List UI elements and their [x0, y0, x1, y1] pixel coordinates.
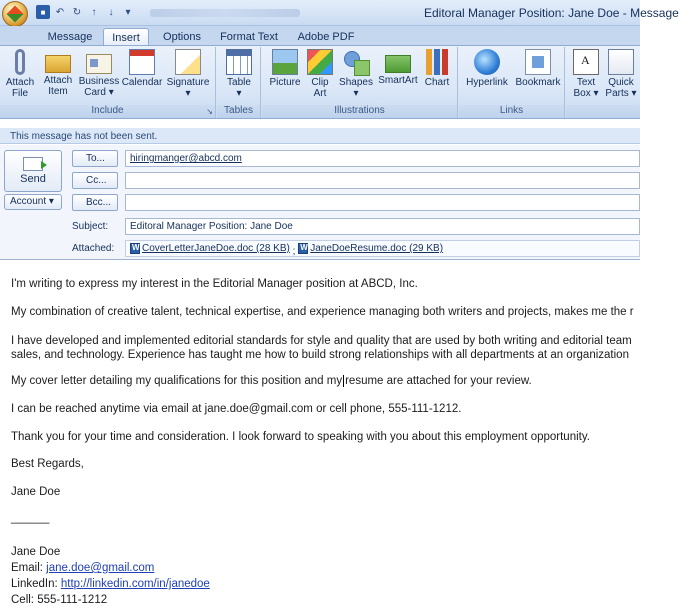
table-dropdown: ▾: [236, 88, 242, 99]
down-arrow-icon[interactable]: ↓: [108, 6, 114, 18]
chart-button[interactable]: [420, 49, 454, 88]
message-body[interactable]: [0, 259, 640, 613]
quick-access-toolbar: [36, 5, 135, 19]
window-title: Editoral Manager Position: Jane Doe - Message: [424, 6, 679, 20]
tab-format-text[interactable]: Format Text: [220, 31, 278, 43]
attach-item-label-2: Item: [48, 86, 68, 97]
group-links: [459, 47, 565, 118]
attached-label: Attached:: [72, 243, 115, 254]
undo-icon[interactable]: ↶: [55, 6, 65, 18]
subject-label: Subject:: [72, 221, 109, 232]
text-caret: [343, 375, 344, 387]
paperclip-icon: [15, 49, 25, 75]
attachment-item[interactable]: [298, 243, 443, 254]
attachment-name: CoverLetterJaneDoe.doc (28 KB): [142, 243, 290, 254]
attach-file-label: Attach: [5, 77, 35, 88]
hyperlink-button[interactable]: [461, 49, 513, 88]
group-label-illustrations: Illustrations: [262, 105, 457, 118]
attach-file-label-2: File: [11, 88, 29, 99]
smartart-button[interactable]: [376, 49, 420, 86]
send-label: Send: [20, 173, 46, 185]
ribbon-tabs: [0, 26, 640, 46]
customize-qat-icon[interactable]: ▾: [125, 6, 131, 18]
picture-button[interactable]: [266, 49, 304, 88]
table-icon: [226, 49, 252, 75]
bookmark-label: Bookmark: [515, 77, 561, 88]
attach-item-button[interactable]: [40, 49, 76, 97]
calendar-button[interactable]: [120, 49, 164, 88]
signature-dropdown: ▾: [185, 88, 191, 99]
business-card-label: Business: [78, 76, 120, 87]
smartart-label: SmartArt: [378, 75, 418, 86]
text-box-label: Text: [576, 77, 596, 88]
email-label: Email:: [11, 562, 47, 574]
signature-button[interactable]: [164, 49, 212, 99]
signature-email: [11, 562, 154, 574]
table-label: Table: [227, 77, 251, 88]
body-paragraph-1: I'm writing to express my interest in the Editorial Manager position at ABCD, Inc.: [11, 278, 418, 290]
linkedin-link[interactable]: http://linkedin.com/in/janedoe: [60, 578, 210, 590]
signature-label: Signature: [166, 77, 210, 88]
attachments-field: [125, 240, 640, 257]
body-paragraph-3b: sales, and technology. Experience has taught me how to build strong relationships with all departments at an organization: [11, 349, 629, 361]
text-box-icon: [573, 49, 599, 75]
blurred-title: [150, 9, 300, 17]
group-label-text: [566, 105, 640, 118]
attach-file-button[interactable]: [4, 49, 36, 99]
tab-message[interactable]: Message: [47, 31, 93, 43]
office-logo-icon: [7, 6, 24, 23]
clip-art-icon: [307, 49, 333, 75]
bcc-button[interactable]: Bcc...: [72, 194, 118, 211]
word-doc-icon: [298, 243, 308, 254]
picture-label: Picture: [269, 77, 301, 88]
quick-parts-button[interactable]: [604, 49, 638, 99]
signature-name: Jane Doe: [11, 546, 61, 558]
quick-parts-label-2: Parts ▾: [605, 88, 637, 99]
up-arrow-icon[interactable]: ↑: [91, 6, 97, 18]
closing: Best Regards,: [11, 458, 84, 470]
body-paragraph-6: Thank you for your time and consideration. I look forward to speaking with you about this employment opportunity.: [11, 431, 590, 443]
smartart-icon: [385, 55, 411, 73]
office-button[interactable]: [2, 1, 28, 27]
send-button[interactable]: [4, 150, 62, 192]
clip-art-label-2: Art: [313, 88, 327, 99]
info-bar: This message has not been sent.: [0, 128, 640, 144]
clip-art-label: Clip: [311, 77, 329, 88]
group-label-links: Links: [459, 105, 564, 118]
envelope-icon: [45, 55, 71, 73]
word-doc-icon: [130, 243, 140, 254]
calendar-label: Calendar: [121, 77, 163, 88]
linkedin-label: LinkedIn:: [11, 578, 61, 590]
business-card-button[interactable]: [78, 49, 120, 98]
save-icon[interactable]: ■: [36, 5, 50, 19]
shapes-label: Shapes: [339, 77, 373, 88]
body-paragraph-4-end: resume are attached for your review.: [345, 375, 532, 388]
cc-field[interactable]: [125, 172, 640, 189]
bookmark-icon: [525, 49, 551, 75]
shapes-button[interactable]: [336, 49, 376, 99]
group-text: [566, 47, 640, 118]
hyperlink-label: Hyperlink: [466, 77, 508, 88]
chart-label: Chart: [424, 77, 450, 88]
message-header: [0, 145, 640, 259]
signature-divider: ______: [11, 512, 50, 524]
subject-field[interactable]: Editoral Manager Position: Jane Doe: [125, 218, 640, 235]
attach-item-label: Attach: [43, 75, 73, 86]
dialog-launcher-icon[interactable]: ↘: [206, 107, 213, 116]
body-paragraph-2: My combination of creative talent, technical expertise, and experience managing both writers and projects, makes me the r: [11, 306, 634, 318]
cc-button[interactable]: Cc...: [72, 172, 118, 189]
title-bar: [0, 0, 679, 26]
body-paragraph-4-start: My cover letter detailing my qualifications for this position and my: [11, 375, 343, 388]
tab-adobe-pdf[interactable]: Adobe PDF: [297, 31, 355, 43]
body-paragraph-5: I can be reached anytime via email at jane.doe@gmail.com or cell phone, 555-111-1212.: [11, 403, 462, 415]
group-tables: [217, 47, 261, 118]
ribbon: [0, 45, 640, 119]
attachment-separator: ;: [292, 246, 296, 257]
calendar-icon: [129, 49, 155, 75]
bookmark-button[interactable]: [513, 49, 563, 88]
group-label-include: Include: [0, 105, 215, 118]
text-box-label-2: Box ▾: [573, 88, 599, 99]
group-illustrations: [262, 47, 458, 118]
chart-icon: [424, 49, 450, 75]
attachment-item[interactable]: [130, 243, 290, 254]
body-paragraph-3a: I have developed and implemented editorial standards for style and quality that are used by both writing and editorial team: [11, 335, 632, 347]
business-card-icon: [86, 54, 112, 74]
quick-parts-icon: [608, 49, 634, 75]
text-box-button[interactable]: [570, 49, 602, 99]
redo-icon[interactable]: ↻: [72, 6, 82, 18]
group-include: [0, 47, 216, 118]
signature-linkedin: [11, 578, 210, 590]
sender-name: Jane Doe: [11, 486, 61, 498]
tab-options[interactable]: Options: [163, 31, 201, 43]
email-link[interactable]: jane.doe@gmail.com: [46, 562, 155, 574]
quick-parts-label: Quick: [608, 77, 634, 88]
business-card-label-2: Card ▾: [84, 87, 114, 98]
to-field[interactable]: [125, 150, 640, 167]
body-paragraph-4: [11, 375, 532, 387]
attachment-name: JaneDoeResume.doc (29 KB): [310, 243, 444, 254]
shapes-dropdown: ▾: [353, 88, 359, 99]
table-button[interactable]: [223, 49, 255, 99]
group-label-tables: Tables: [217, 105, 260, 118]
signature-icon: [175, 49, 201, 75]
signature-cell: Cell: 555-111-1212: [11, 594, 108, 606]
clip-art-button[interactable]: [306, 49, 334, 99]
account-button[interactable]: Account ▾: [4, 194, 62, 210]
globe-link-icon: [474, 49, 500, 75]
picture-icon: [272, 49, 298, 75]
tab-insert[interactable]: Insert: [103, 28, 149, 46]
send-envelope-icon: [23, 157, 43, 171]
shapes-icon: [343, 49, 369, 75]
to-button[interactable]: To...: [72, 150, 118, 167]
bcc-field[interactable]: [125, 194, 640, 211]
to-recipient[interactable]: hiringmanger@abcd.com: [130, 153, 242, 164]
